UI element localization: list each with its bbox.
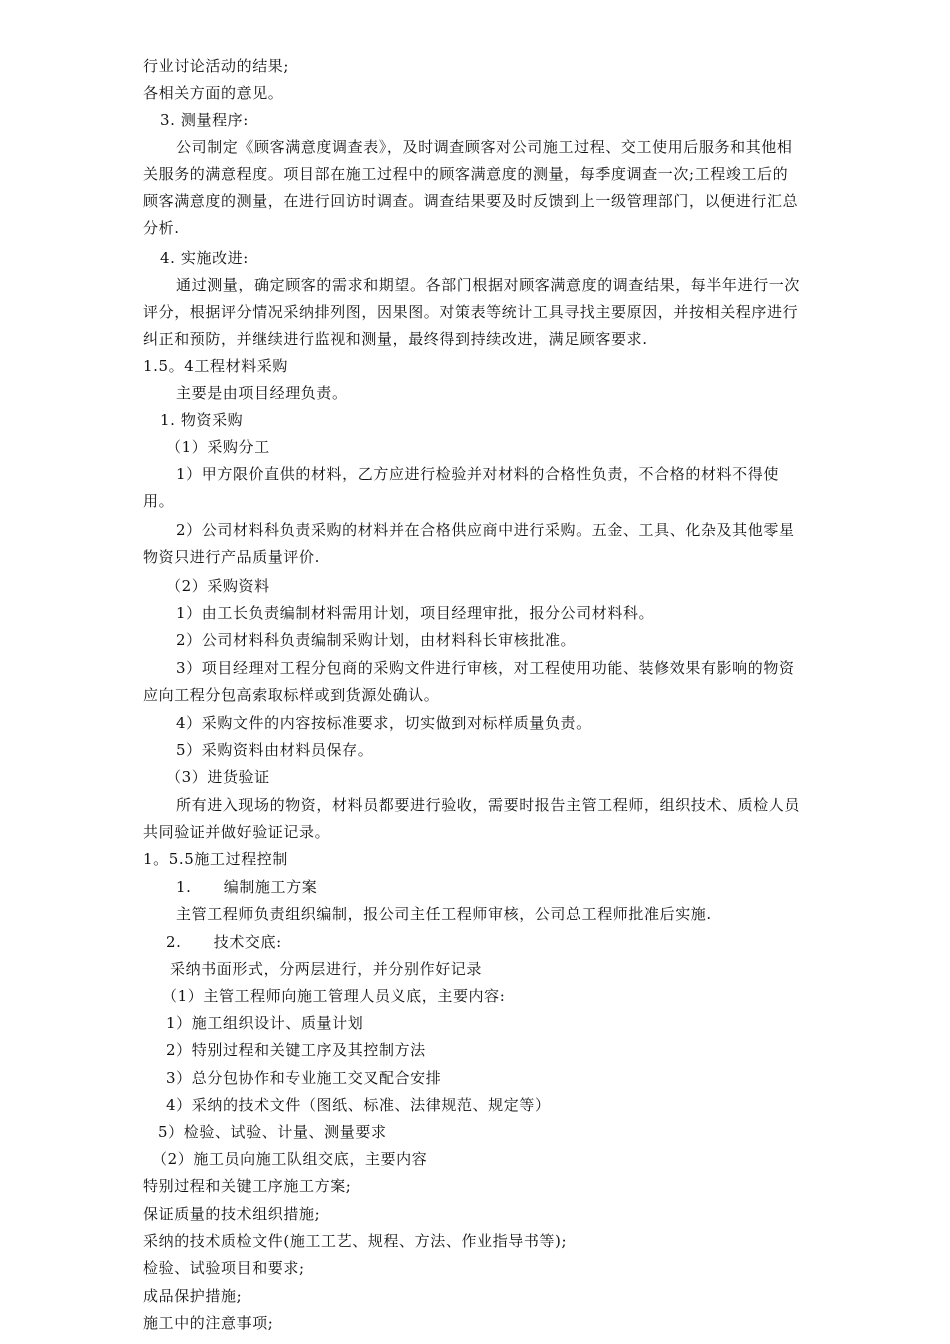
section-heading: 4. 实施改进:	[160, 249, 249, 267]
paragraph-line: 3）项目经理对工程分包商的采购文件进行审核，对工程使用功能、装修效果有影响的物资	[176, 659, 795, 677]
text-line: 采纳书面形式，分两层进行，并分别作好记录	[170, 960, 483, 978]
text-line: 检验、试验项目和要求;	[143, 1259, 305, 1277]
section-heading: 1. 物资采购	[160, 411, 244, 429]
sub-heading: （2）采购资料	[166, 577, 270, 595]
list-item: 4）采纳的技术文件（图纸、标准、法律规范、规定等）	[166, 1096, 551, 1114]
text-line: 行业讨论活动的结果;	[143, 57, 290, 75]
text-line: 1）由工长负责编制材料需用计划，项目经理审批，报分公司材料科。	[176, 604, 655, 622]
section-heading: 2. 技术交底:	[166, 933, 282, 951]
paragraph-line: 2）公司材料科负责采购的材料并在合格供应商中进行采购。五金、工具、化杂及其他零星	[176, 521, 795, 539]
sub-heading: （2）施工员向施工队组交底，主要内容	[152, 1150, 428, 1168]
paragraph-line: 所有进入现场的物资，材料员都要进行验收，需要时报告主管工程师，组织技术、质检人员	[176, 796, 801, 814]
section-heading: 1。5.5施工过程控制	[143, 850, 288, 868]
sub-heading: （3）进货验证	[166, 768, 270, 786]
list-item: 3）总分包协作和专业施工交叉配合安排	[166, 1069, 442, 1087]
paragraph-line: 关服务的满意程度。项目部在施工过程中的顾客满意度的测量，每季度调查一次;工程竣工后的	[143, 165, 789, 183]
text-line: 保证质量的技术组织措施;	[143, 1205, 321, 1223]
text-line: 采纳的技术质检文件(施工工艺、规程、方法、作业指导书等);	[143, 1232, 568, 1250]
paragraph-line: 应向工程分包高索取标样或到货源处确认。	[143, 686, 440, 704]
sub-heading: （1）采购分工	[166, 438, 270, 456]
list-item: 2）特别过程和关键工序及其控制方法	[166, 1041, 426, 1059]
paragraph-line: 通过测量，确定顾客的需求和期望。各部门根据对顾客满意度的调查结果，每半年进行一次	[176, 276, 801, 294]
text-line: 2）公司材料科负责编制采购计划，由材料科长审核批准。	[176, 631, 577, 649]
paragraph-line: 分析.	[143, 219, 180, 237]
section-heading: 3. 测量程序:	[160, 111, 249, 129]
paragraph-line: 顾客满意度的测量，在进行回访时调查。调查结果要及时反馈到上一级管理部门，以便进行汇总	[143, 192, 799, 210]
text-line: 特别过程和关键工序施工方案;	[143, 1177, 352, 1195]
text-line: 主管工程师负责组织编制，报公司主任工程师审核，公司总工程师批准后实施.	[176, 905, 712, 923]
section-heading: 1.5。4工程材料采购	[143, 357, 288, 375]
paragraph-line: 共同验证并做好验证记录。	[143, 823, 331, 841]
text-line: 5）采购资料由材料员保存。	[176, 741, 374, 759]
text-line: 4）采购文件的内容按标准要求，切实做到对标样质量负责。	[176, 714, 592, 732]
section-heading: 1. 编制施工方案	[176, 878, 318, 896]
paragraph-line: 公司制定《顾客满意度调查表》，及时调查顾客对公司施工过程、交工使用后服务和其他相	[176, 138, 793, 156]
list-item: 5）检验、试验、计量、测量要求	[158, 1123, 387, 1141]
sub-heading: （1）主管工程师向施工管理人员义底，主要内容:	[162, 987, 506, 1005]
paragraph-line: 纠正和预防，并继续进行监视和测量，最终得到持续改进，满足顾客要求.	[143, 330, 648, 348]
paragraph-line: 用。	[143, 492, 175, 510]
list-item: 1）施工组织设计、质量计划	[166, 1014, 364, 1032]
text-line: 成品保护措施;	[143, 1287, 243, 1305]
paragraph-line: 物资只进行产品质量评价.	[143, 548, 320, 566]
text-line: 各相关方面的意见。	[143, 84, 284, 102]
text-line: 主要是由项目经理负责。	[176, 384, 348, 402]
paragraph-line: 评分，根据评分情况采纳排列图，因果图。对策表等统计工具寻找主要原因，并按相关程序进行	[143, 303, 799, 321]
text-line: 施工中的注意事项;	[143, 1314, 274, 1332]
paragraph-line: 1）甲方限价直供的材料，乙方应进行检验并对材料的合格性负责，不合格的材料不得使	[176, 465, 779, 483]
